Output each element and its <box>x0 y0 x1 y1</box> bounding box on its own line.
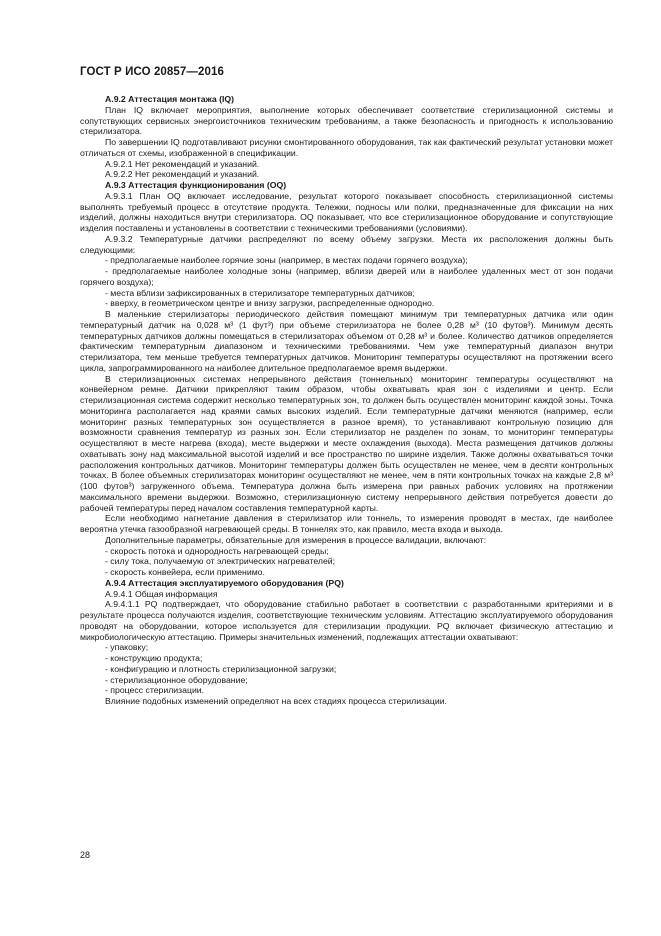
paragraph: Влияние подобных изменений определяют на всех стадиях процесса стерилизации. <box>105 696 447 706</box>
list-item: - процесс стерилизации. <box>105 685 205 696</box>
section-heading: А.9.2 Аттестация монтажа (IQ) <box>105 94 235 104</box>
paragraph: А.9.2.2 Нет рекомендаций и указаний. <box>105 169 260 180</box>
list-item: - скорость потока и однородность нагревающей среды; <box>105 545 329 556</box>
list-item: - предполагаемые наиболее холодные зоны (например, вблизи дверей или в наиболее удаленных мест от зон подачи горячего воздуха); <box>80 266 613 287</box>
paragraph: Дополнительные параметры, обязательные для измерения в процессе валидации, включают: <box>105 534 487 545</box>
paragraph: А.9.4.1.1 PQ подтверждает, что оборудование стабильно работает в соответствии с разработанными критериями и в результате процесса получаются изделия, соответствующие техническим условиям. Аттестацию эксплуатируемого оборудования проводят на оборудовании, которое используется для стерилизации продукции. PQ включает физическую аттестацию и микробиологическую аттестацию. Примеры значительных изменений, подлежащих аттестации охватывают: <box>80 599 613 642</box>
list-item: - конструкцию продукта; <box>105 653 203 663</box>
document-header: ГОСТ Р ИСО 20857—2016 <box>80 66 225 78</box>
list-item: - упаковку; <box>105 642 149 653</box>
list-item: - скорость конвейера, если применимо. <box>105 567 265 577</box>
list-item: - вверху, в геометрическом центре и внизу загрузки, распределенные однородно. <box>105 298 435 309</box>
paragraph: В стерилизационных системах непрерывного действия (тоннельных) мониторинг температуры осуществляют на конвейерном ремне. Датчики прикрепляют таким образом, чтобы охватывать края зон с изделиями и центр. Если стерилизационная система содержит несколько температурных зон, то должен быть осуществлен мониторинг каждой зоны. Точка мониторинга располагается над краями самых высоких изделий. Если температурные датчики меняются (например, если мониторинг разных температурных зон осуществляется в разное время), то устанавливают контрольную позицию для возможности сравнения температур из разных зон. Если стерилизатор не разделен по зонам, то мониторинг температуры осуществляют в месте нагрева (входа), месте выдержки и месте охлаждения (выхода). Места размещения датчиков должны охватывать зону над максимальной высотой изделий и все пространство по ширине изделия. Также должны охватываться точки расположения контрольных датчиков. Мониторинг температуры должен быть осуществлен не менее, чем в десяти контрольных точках. В более объемных стерилизаторах мониторинг осуществляют не менее, чем в пяти контрольных точках на каждые 2,8 м³ (100 футов³) загруженного объема. Температура должна быть измерена при равных рабочих условиях на протяжении максимального времени выдержки. Возможно, стерилизационную систему непрерывного действия потребуется довести до рабочей температуры перед началом составления температурной карты. <box>80 373 613 513</box>
list-item: - стерилизационное оборудование; <box>105 674 248 685</box>
paragraph: А.9.3.1 План OQ включает исследование, результат которого показывает способность стерилизационной системы выполнять требуемый процесс в отсутствие продукта. Тележки, подносы или полки, предназначенные для фиксации на них изделий, должны находиться внутри стерилизатора. OQ показывает, что все стерилизационное оборудование и сопутствующие изделия поставлены и установлены в соответствии с техническими требованиями (условиями). <box>80 190 613 233</box>
paragraph: А.9.3.2 Температурные датчики распределяют по всему объему загрузки. Места их расположения должны быть следующими: <box>80 233 613 255</box>
document-body <box>80 94 613 707</box>
section-heading: А.9.3 Аттестация функционирования (OQ) <box>105 180 287 190</box>
list-item: - места вблизи зафиксированных в стерилизаторе температурных датчиков; <box>105 287 415 298</box>
list-item: - конфигурацию и плотность стерилизационной загрузки; <box>105 663 337 674</box>
page-number: 28 <box>80 850 91 860</box>
paragraph: По завершении IQ подготавливают рисунки смонтированного оборудования, так как фактический результат установки может отличаться от схемы, изображенной в спецификации. <box>80 137 613 158</box>
paragraph: А.9.4.1 Общая информация <box>105 588 218 599</box>
paragraph: План IQ включает мероприятия, выполнение которых обеспечивает соответствие стерилизационной системы и сопутствующих сервисных энергоисточников техническим требованиям, а также безопасность и пригодность к использованию стерилизатора. <box>80 104 613 137</box>
paragraph: В маленькие стерилизаторы периодического действия помещают минимум три температурных датчика или один температурный датчик на 0,028 м³ (1 фут³) при объеме стерилизатора не более 0,28 м³ (10 футов³). Минимум десять температурных датчиков должны помещаться в стерилизаторах объемом от 0,28 м³ и более. Количество датчиков определяется фактическим температурным диапазоном и техническими требованиями. Чем уже температурный диапазон внутри стерилизатора, тем меньше требуется температурных датчиков. Мониторинг температуры осуществляют на протяжении всего цикла, запрограммированного на наиболее длительное предполагаемое время выдержки. <box>80 309 613 373</box>
paragraph: А.9.2.1 Нет рекомендаций и указаний. <box>105 158 260 169</box>
paragraph: Если необходимо нагнетание давления в стерилизатор или тоннель, то измерения проводят в местах, где наиболее вероятна утечка газообразной нагревающей среды. В тоннелях это, как правило, места входа и выхода. <box>80 513 613 534</box>
list-item: - силу тока, получаемую от электрических нагревателей; <box>105 556 336 567</box>
list-item: - предполагаемые наиболее горячие зоны (например, в местах подачи горячего воздуха); <box>105 255 468 266</box>
section-heading: А.9.4 Аттестация эксплуатируемого оборудования (PQ) <box>105 577 344 588</box>
